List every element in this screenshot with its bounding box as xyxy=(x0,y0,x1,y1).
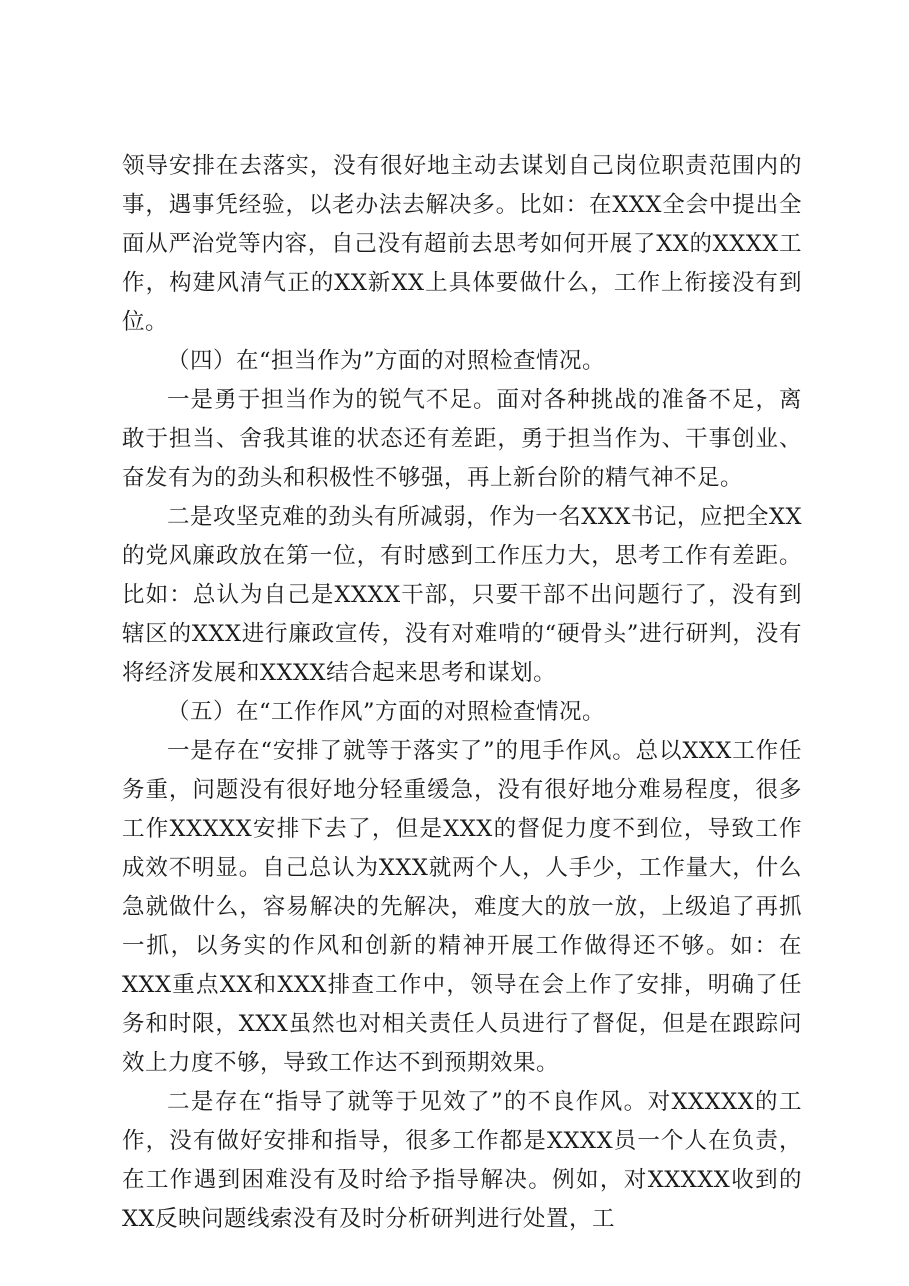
section-heading-five: （五）在“工作作风”方面的对照检查情况。 xyxy=(167,699,606,725)
paragraph: 二是存在“指导了就等于见效了”的不良作风。对XXXXX的工作，没有做好安排和指导，很多工作都是XXXX员一个人在负责，在工作遇到困难没有及时给予指导解决。例如，对XXXXX收到的XX反映问题线索没有及时分析研判进行处置，工 xyxy=(122,1089,802,1232)
paragraph: 二是攻坚克难的劲头有所减弱，作为一名XXX书记，应把全XX的党风廉政放在第一位，有时感到工作压力大，思考工作有差距。比如：总认为自己是XXXX干部，只要干部不出问题行了，没有到辖区的XXX进行廉政宣传，没有对难啃的“硬骨头”进行研判，没有将经济发展和XXXX结合起来思考和谋划。 xyxy=(122,504,802,686)
document-body xyxy=(122,147,802,1239)
paragraph: 一是勇于担当作为的锐气不足。面对各种挑战的准备不足，离敢于担当、舍我其谁的状态还有差距，勇于担当作为、干事创业、奋发有为的劲头和积极性不够强，再上新台阶的精气神不足。 xyxy=(122,387,802,491)
paragraph: 一是存在“安排了就等于落实了”的甩手作风。总以XXX工作任务重，问题没有很好地分轻重缓急，没有很好地分难易程度，很多工作XXXXX安排下去了，但是XXX的督促力度不到位，导致工作成效不明显。自己总认为XXX就两个人，人手少，工作量大，什么急就做什么，容易解决的先解决，难度大的放一放，上级追了再抓一抓，以务实的作风和创新的精神开展工作做得还不够。如：在XXX重点XX和XXX排查工作中，领导在会上作了安排，明确了任务和时限，XXX虽然也对相关责任人员进行了督促，但是在跟踪问效上力度不够，导致工作达不到预期效果。 xyxy=(122,738,802,1076)
section-heading-four: （四）在“担当作为”方面的对照检查情况。 xyxy=(167,348,606,374)
paragraph-continuation: 领导安排在去落实，没有很好地主动去谋划自己岗位职责范围内的事，遇事凭经验，以老办法去解决多。比如：在XXX全会中提出全面从严治党等内容，自己没有超前去思考如何开展了XX的XXXX工作，构建风清气正的XX新XX上具体要做什么，工作上衔接没有到位。 xyxy=(122,153,802,335)
